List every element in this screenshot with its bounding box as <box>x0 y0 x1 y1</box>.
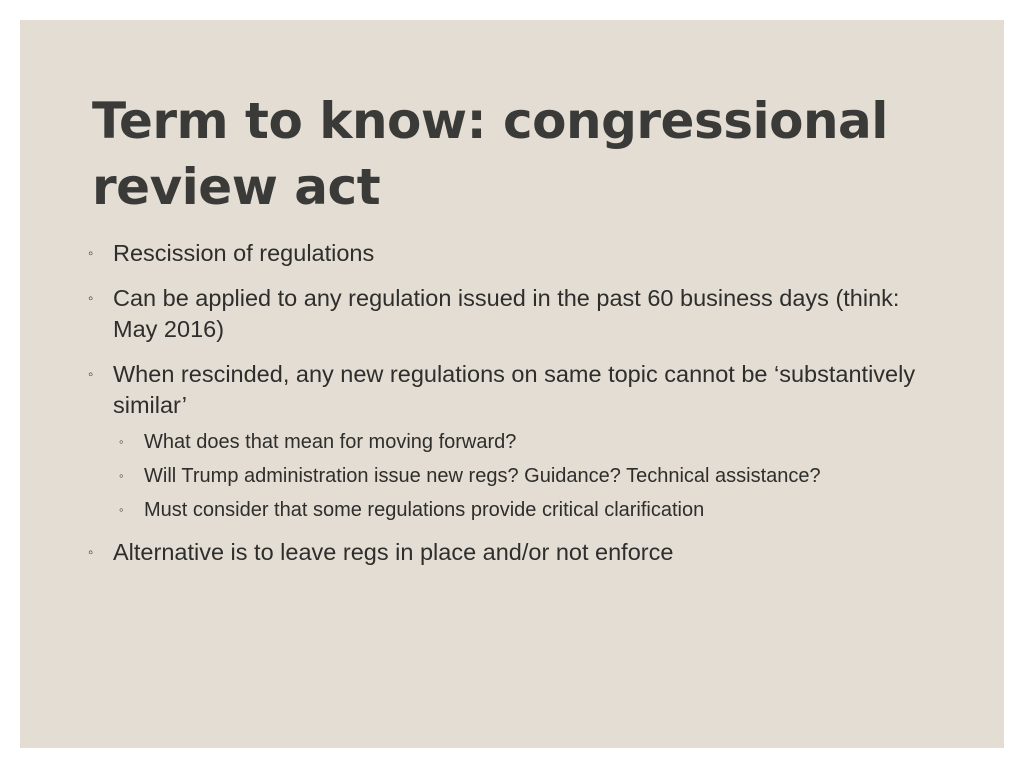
circle-bullet-icon: ◦ <box>119 434 124 449</box>
sub-bullet-item <box>119 497 948 523</box>
bullet-text: Rescission of regulations <box>113 240 375 266</box>
sub-bullet-list <box>119 429 948 523</box>
circle-bullet-icon: ◦ <box>88 366 94 383</box>
sub-bullet-text: Must consider that some regulations provide critical clarification <box>144 499 705 521</box>
sub-bullet-item <box>119 429 948 455</box>
circle-bullet-icon: ◦ <box>88 290 94 307</box>
slide-title: Term to know: congressional review act <box>92 92 888 216</box>
sub-bullet-text: What does that mean for moving forward? <box>144 431 517 453</box>
sub-bullet-text: Will Trump administration issue new regs? Guidance? Technical assistance? <box>144 465 821 487</box>
slide <box>20 20 1004 748</box>
circle-bullet-icon: ◦ <box>88 245 94 262</box>
bullet-item <box>88 359 948 523</box>
bullet-item <box>88 537 948 568</box>
circle-bullet-icon: ◦ <box>119 468 124 483</box>
bullet-list <box>88 238 948 582</box>
bullet-text: Can be applied to any regulation issued in the past 60 business days (think: May 2016) <box>113 285 900 342</box>
sub-bullet-item <box>119 463 948 489</box>
circle-bullet-icon: ◦ <box>88 544 94 561</box>
bullet-text: Alternative is to leave regs in place and/or not enforce <box>113 539 674 565</box>
bullet-item <box>88 283 948 345</box>
bullet-text: When rescinded, any new regulations on same topic cannot be ‘substantively similar’ <box>113 361 916 418</box>
circle-bullet-icon: ◦ <box>119 502 124 517</box>
bullet-item <box>88 238 948 269</box>
